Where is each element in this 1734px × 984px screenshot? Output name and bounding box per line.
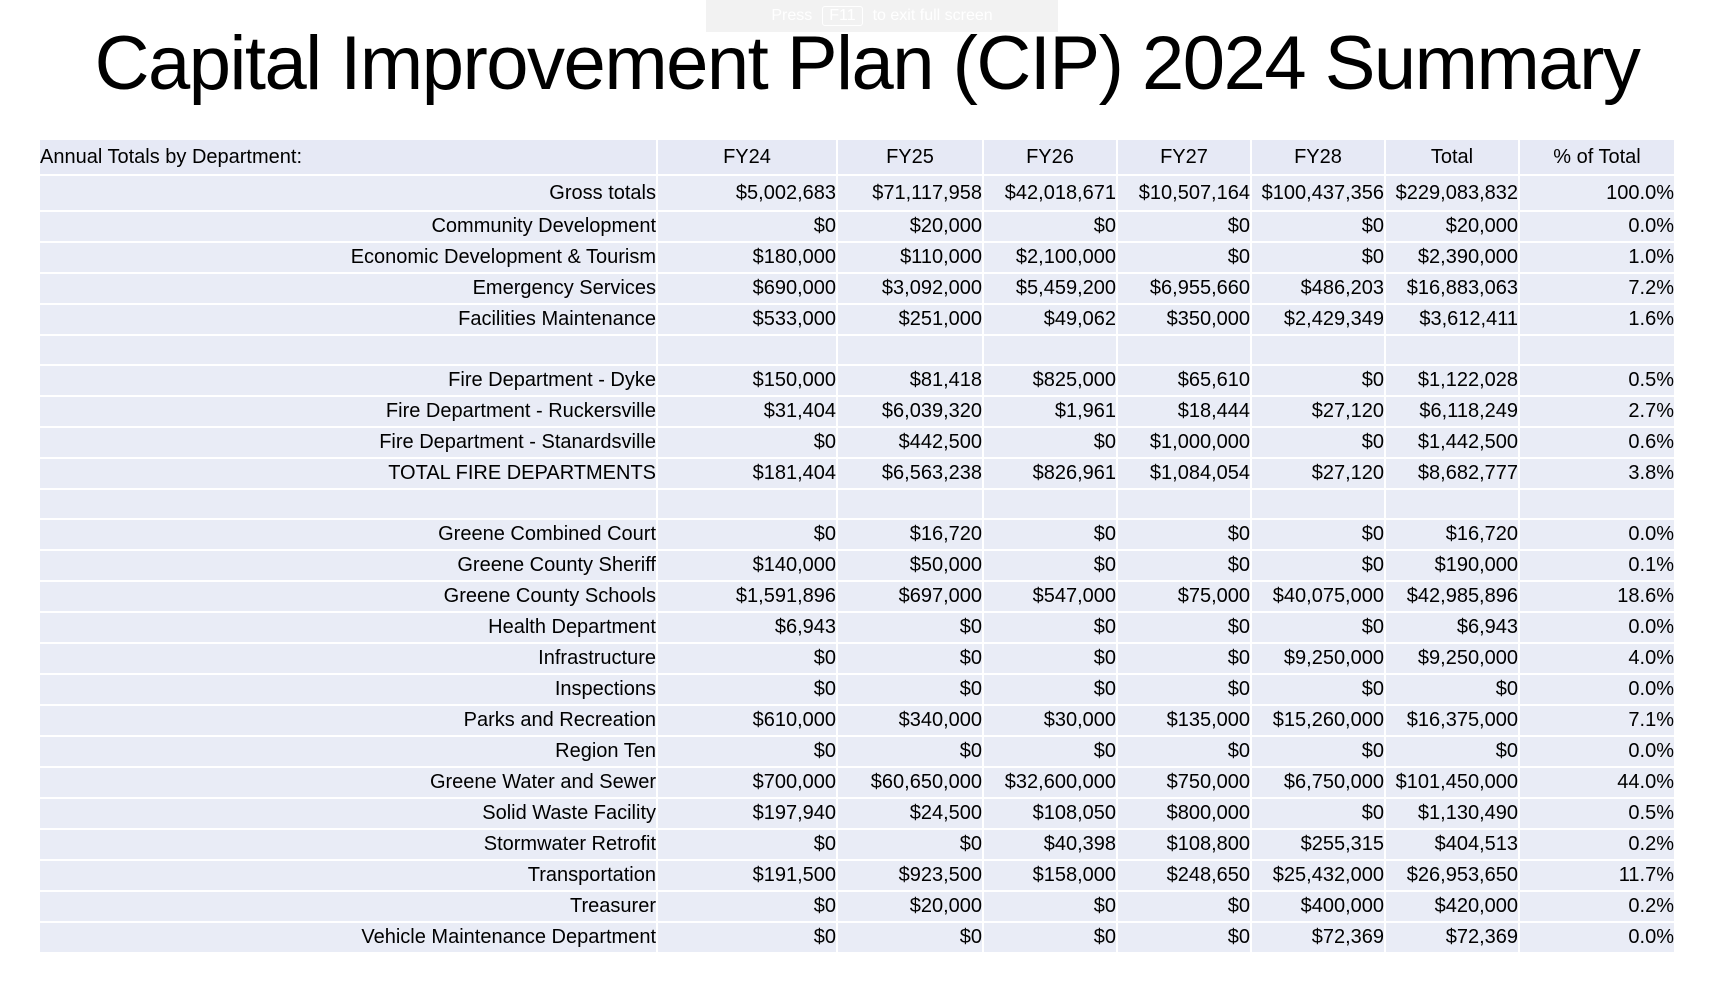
fy24-cell: $191,500 xyxy=(658,859,838,890)
total-cell: $16,720 xyxy=(1386,518,1520,549)
fy26-cell: $108,050 xyxy=(984,797,1118,828)
fy27-cell: $108,800 xyxy=(1118,828,1252,859)
table-row xyxy=(40,735,1676,766)
fy27-cell: $0 xyxy=(1118,735,1252,766)
department-cell: Health Department xyxy=(40,611,658,642)
fy26-cell: $0 xyxy=(984,518,1118,549)
table-row xyxy=(40,303,1676,334)
fy28-cell: $9,250,000 xyxy=(1252,642,1386,673)
department-cell xyxy=(40,488,658,518)
fy28-cell: $0 xyxy=(1252,797,1386,828)
fy28-cell: $0 xyxy=(1252,611,1386,642)
fy27-cell: $65,610 xyxy=(1118,364,1252,395)
fy25-cell xyxy=(838,334,984,364)
table-row xyxy=(40,766,1676,797)
fy27-cell: $6,955,660 xyxy=(1118,272,1252,303)
percent-cell: 7.2% xyxy=(1520,272,1676,303)
total-cell xyxy=(1386,334,1520,364)
fy24-cell: $150,000 xyxy=(658,364,838,395)
department-cell: Infrastructure xyxy=(40,642,658,673)
fy28-cell: $0 xyxy=(1252,364,1386,395)
fy27-cell xyxy=(1118,488,1252,518)
fy25-cell: $0 xyxy=(838,611,984,642)
total-cell: $420,000 xyxy=(1386,890,1520,921)
percent-cell: 0.5% xyxy=(1520,797,1676,828)
total-cell: $8,682,777 xyxy=(1386,457,1520,488)
fy26-cell: $0 xyxy=(984,642,1118,673)
fy24-cell: $0 xyxy=(658,735,838,766)
fy26-cell: $42,018,671 xyxy=(984,174,1118,210)
percent-cell: 0.6% xyxy=(1520,426,1676,457)
notice-press-text: Press xyxy=(771,7,813,24)
fy28-cell: $72,369 xyxy=(1252,921,1386,952)
fy27-cell: $0 xyxy=(1118,890,1252,921)
fy24-cell: $0 xyxy=(658,210,838,241)
table-row xyxy=(40,704,1676,735)
notice-rest-text: to exit full screen xyxy=(872,7,993,24)
percent-cell: 0.2% xyxy=(1520,890,1676,921)
total-cell: $229,083,832 xyxy=(1386,174,1520,210)
department-cell: Vehicle Maintenance Department xyxy=(40,921,658,952)
percent-cell: 2.7% xyxy=(1520,395,1676,426)
percent-cell xyxy=(1520,334,1676,364)
percent-cell: 1.6% xyxy=(1520,303,1676,334)
percent-cell: 4.0% xyxy=(1520,642,1676,673)
fy25-cell: $20,000 xyxy=(838,210,984,241)
fy27-cell: $75,000 xyxy=(1118,580,1252,611)
department-cell: Greene Water and Sewer xyxy=(40,766,658,797)
percent-cell: 0.0% xyxy=(1520,518,1676,549)
total-cell: $101,450,000 xyxy=(1386,766,1520,797)
fy27-cell: $0 xyxy=(1118,673,1252,704)
fy27-cell: $0 xyxy=(1118,241,1252,272)
table-row xyxy=(40,797,1676,828)
table-row xyxy=(40,890,1676,921)
percent-cell: 3.8% xyxy=(1520,457,1676,488)
fy24-cell xyxy=(658,488,838,518)
fy25-cell: $0 xyxy=(838,673,984,704)
fy28-cell: $0 xyxy=(1252,735,1386,766)
fy24-cell xyxy=(658,334,838,364)
total-cell: $0 xyxy=(1386,673,1520,704)
percent-cell: 0.0% xyxy=(1520,210,1676,241)
table-row xyxy=(40,611,1676,642)
total-cell: $42,985,896 xyxy=(1386,580,1520,611)
department-cell: Transportation xyxy=(40,859,658,890)
fy26-cell: $0 xyxy=(984,426,1118,457)
fy24-cell: $0 xyxy=(658,642,838,673)
fy24-cell: $0 xyxy=(658,828,838,859)
fy25-cell: $340,000 xyxy=(838,704,984,735)
department-cell: Fire Department - Stanardsville xyxy=(40,426,658,457)
total-cell: $6,118,249 xyxy=(1386,395,1520,426)
department-cell: Facilities Maintenance xyxy=(40,303,658,334)
fy25-cell: $923,500 xyxy=(838,859,984,890)
percent-cell: 1.0% xyxy=(1520,241,1676,272)
fy25-cell xyxy=(838,488,984,518)
table-row xyxy=(40,272,1676,303)
fy25-cell: $6,563,238 xyxy=(838,457,984,488)
fy24-cell: $6,943 xyxy=(658,611,838,642)
fy27-cell: $0 xyxy=(1118,549,1252,580)
fy26-cell: $158,000 xyxy=(984,859,1118,890)
department-cell: Treasurer xyxy=(40,890,658,921)
fy24-cell: $5,002,683 xyxy=(658,174,838,210)
fy24-column-header: FY24 xyxy=(658,140,838,174)
fy25-cell: $50,000 xyxy=(838,549,984,580)
fy28-cell: $27,120 xyxy=(1252,457,1386,488)
fy24-cell: $31,404 xyxy=(658,395,838,426)
fy25-cell: $81,418 xyxy=(838,364,984,395)
fy28-cell xyxy=(1252,334,1386,364)
percent-cell: 0.0% xyxy=(1520,673,1676,704)
fy26-cell: $0 xyxy=(984,921,1118,952)
department-cell: Gross totals xyxy=(40,174,658,210)
department-cell xyxy=(40,334,658,364)
table-row xyxy=(40,580,1676,611)
fy25-cell: $697,000 xyxy=(838,580,984,611)
fy28-cell: $0 xyxy=(1252,673,1386,704)
total-cell: $16,375,000 xyxy=(1386,704,1520,735)
fy25-cell: $442,500 xyxy=(838,426,984,457)
fy24-cell: $0 xyxy=(658,518,838,549)
slide-title: Capital Improvement Plan (CIP) 2024 Summary xyxy=(94,21,1640,106)
fy27-cell: $0 xyxy=(1118,611,1252,642)
total-cell: $190,000 xyxy=(1386,549,1520,580)
fy26-cell: $547,000 xyxy=(984,580,1118,611)
fy26-cell: $32,600,000 xyxy=(984,766,1118,797)
fy28-cell: $15,260,000 xyxy=(1252,704,1386,735)
department-cell: Emergency Services xyxy=(40,272,658,303)
fy25-cell: $71,117,958 xyxy=(838,174,984,210)
fy27-cell: $1,000,000 xyxy=(1118,426,1252,457)
total-cell: $72,369 xyxy=(1386,921,1520,952)
fy26-cell: $30,000 xyxy=(984,704,1118,735)
department-cell: Parks and Recreation xyxy=(40,704,658,735)
department-column-header: Annual Totals by Department: xyxy=(40,140,658,174)
fy25-cell: $6,039,320 xyxy=(838,395,984,426)
fy27-cell: $0 xyxy=(1118,921,1252,952)
percent-cell xyxy=(1520,488,1676,518)
percent-cell: 7.1% xyxy=(1520,704,1676,735)
percent-column-header: % of Total xyxy=(1520,140,1676,174)
fy27-cell: $0 xyxy=(1118,642,1252,673)
fy26-cell xyxy=(984,334,1118,364)
fy28-cell: $25,432,000 xyxy=(1252,859,1386,890)
fy24-cell: $197,940 xyxy=(658,797,838,828)
table-row xyxy=(40,364,1676,395)
fy26-cell: $49,062 xyxy=(984,303,1118,334)
fy27-cell: $18,444 xyxy=(1118,395,1252,426)
fy24-cell: $533,000 xyxy=(658,303,838,334)
percent-cell: 0.0% xyxy=(1520,921,1676,952)
total-cell xyxy=(1386,488,1520,518)
fy24-cell: $0 xyxy=(658,673,838,704)
fy24-cell: $1,591,896 xyxy=(658,580,838,611)
department-cell: Greene Combined Court xyxy=(40,518,658,549)
fy25-cell: $16,720 xyxy=(838,518,984,549)
fy26-cell: $0 xyxy=(984,210,1118,241)
fy26-cell xyxy=(984,488,1118,518)
total-cell: $6,943 xyxy=(1386,611,1520,642)
fy25-cell: $20,000 xyxy=(838,890,984,921)
table-row xyxy=(40,642,1676,673)
fy24-cell: $0 xyxy=(658,426,838,457)
table-row xyxy=(40,828,1676,859)
fy25-cell: $110,000 xyxy=(838,241,984,272)
percent-cell: 11.7% xyxy=(1520,859,1676,890)
department-cell: Inspections xyxy=(40,673,658,704)
fy26-cell: $0 xyxy=(984,735,1118,766)
fy25-cell: $251,000 xyxy=(838,303,984,334)
total-cell: $9,250,000 xyxy=(1386,642,1520,673)
fy24-cell: $610,000 xyxy=(658,704,838,735)
fy28-cell: $255,315 xyxy=(1252,828,1386,859)
department-cell: Stormwater Retrofit xyxy=(40,828,658,859)
fy24-cell: $690,000 xyxy=(658,272,838,303)
fy28-cell: $0 xyxy=(1252,241,1386,272)
fy25-cell: $60,650,000 xyxy=(838,766,984,797)
fy24-cell: $700,000 xyxy=(658,766,838,797)
fy28-cell: $27,120 xyxy=(1252,395,1386,426)
fy27-cell: $750,000 xyxy=(1118,766,1252,797)
percent-cell: 44.0% xyxy=(1520,766,1676,797)
fy25-cell: $0 xyxy=(838,735,984,766)
spacer-row xyxy=(40,334,1676,364)
total-cell: $2,390,000 xyxy=(1386,241,1520,272)
department-cell: Region Ten xyxy=(40,735,658,766)
fy27-cell: $0 xyxy=(1118,210,1252,241)
cip-summary-table xyxy=(40,140,1676,952)
table-row xyxy=(40,210,1676,241)
total-column-header: Total xyxy=(1386,140,1520,174)
total-cell: $1,130,490 xyxy=(1386,797,1520,828)
fy24-cell: $140,000 xyxy=(658,549,838,580)
percent-cell: 100.0% xyxy=(1520,174,1676,210)
table-row xyxy=(40,673,1676,704)
fy27-cell: $135,000 xyxy=(1118,704,1252,735)
fy25-cell: $0 xyxy=(838,828,984,859)
fy27-cell xyxy=(1118,334,1252,364)
fy28-cell xyxy=(1252,488,1386,518)
department-cell: Community Development xyxy=(40,210,658,241)
fy28-cell: $0 xyxy=(1252,549,1386,580)
department-cell: Greene County Schools xyxy=(40,580,658,611)
fy25-cell: $24,500 xyxy=(838,797,984,828)
department-cell: Solid Waste Facility xyxy=(40,797,658,828)
fy25-cell: $0 xyxy=(838,642,984,673)
fy26-cell: $0 xyxy=(984,673,1118,704)
fy28-cell: $486,203 xyxy=(1252,272,1386,303)
fy28-cell: $2,429,349 xyxy=(1252,303,1386,334)
department-cell: Fire Department - Dyke xyxy=(40,364,658,395)
f11-key-badge: F11 xyxy=(822,6,862,26)
fy25-cell: $3,092,000 xyxy=(838,272,984,303)
fy26-cell: $0 xyxy=(984,549,1118,580)
total-cell: $1,122,028 xyxy=(1386,364,1520,395)
fy27-column-header: FY27 xyxy=(1118,140,1252,174)
fy26-cell: $0 xyxy=(984,890,1118,921)
spacer-row xyxy=(40,488,1676,518)
table-row xyxy=(40,518,1676,549)
table-row xyxy=(40,921,1676,952)
percent-cell: 18.6% xyxy=(1520,580,1676,611)
fy28-column-header: FY28 xyxy=(1252,140,1386,174)
fy28-cell: $0 xyxy=(1252,210,1386,241)
percent-cell: 0.5% xyxy=(1520,364,1676,395)
fy27-cell: $350,000 xyxy=(1118,303,1252,334)
percent-cell: 0.1% xyxy=(1520,549,1676,580)
fy27-cell: $800,000 xyxy=(1118,797,1252,828)
total-cell: $404,513 xyxy=(1386,828,1520,859)
total-cell: $26,953,650 xyxy=(1386,859,1520,890)
percent-cell: 0.0% xyxy=(1520,611,1676,642)
fy26-cell: $40,398 xyxy=(984,828,1118,859)
department-cell: Greene County Sheriff xyxy=(40,549,658,580)
fy26-column-header: FY26 xyxy=(984,140,1118,174)
table-row xyxy=(40,859,1676,890)
fy27-cell: $0 xyxy=(1118,518,1252,549)
total-cell: $20,000 xyxy=(1386,210,1520,241)
fy27-cell: $1,084,054 xyxy=(1118,457,1252,488)
fy28-cell: $100,437,356 xyxy=(1252,174,1386,210)
total-cell: $1,442,500 xyxy=(1386,426,1520,457)
fy24-cell: $181,404 xyxy=(658,457,838,488)
department-cell: Economic Development & Tourism xyxy=(40,241,658,272)
fy26-cell: $2,100,000 xyxy=(984,241,1118,272)
fy24-cell: $0 xyxy=(658,890,838,921)
table-row xyxy=(40,395,1676,426)
percent-cell: 0.2% xyxy=(1520,828,1676,859)
fy26-cell: $825,000 xyxy=(984,364,1118,395)
total-cell: $3,612,411 xyxy=(1386,303,1520,334)
fy25-column-header: FY25 xyxy=(838,140,984,174)
fy28-cell: $0 xyxy=(1252,426,1386,457)
percent-cell: 0.0% xyxy=(1520,735,1676,766)
fy26-cell: $826,961 xyxy=(984,457,1118,488)
table-row xyxy=(40,426,1676,457)
fy24-cell: $180,000 xyxy=(658,241,838,272)
fy28-cell: $400,000 xyxy=(1252,890,1386,921)
fy27-cell: $10,507,164 xyxy=(1118,174,1252,210)
table-body xyxy=(40,174,1676,952)
total-cell: $0 xyxy=(1386,735,1520,766)
department-cell: Fire Department - Ruckersville xyxy=(40,395,658,426)
table-row xyxy=(40,457,1676,488)
total-cell: $16,883,063 xyxy=(1386,272,1520,303)
department-cell: TOTAL FIRE DEPARTMENTS xyxy=(40,457,658,488)
table-header-row xyxy=(40,140,1676,174)
table-row xyxy=(40,241,1676,272)
fy26-cell: $0 xyxy=(984,611,1118,642)
fy28-cell: $40,075,000 xyxy=(1252,580,1386,611)
fy28-cell: $6,750,000 xyxy=(1252,766,1386,797)
table-row xyxy=(40,549,1676,580)
fy25-cell: $0 xyxy=(838,921,984,952)
table-row xyxy=(40,174,1676,210)
fy24-cell: $0 xyxy=(658,921,838,952)
fy26-cell: $1,961 xyxy=(984,395,1118,426)
fy28-cell: $0 xyxy=(1252,518,1386,549)
fy27-cell: $248,650 xyxy=(1118,859,1252,890)
fy26-cell: $5,459,200 xyxy=(984,272,1118,303)
